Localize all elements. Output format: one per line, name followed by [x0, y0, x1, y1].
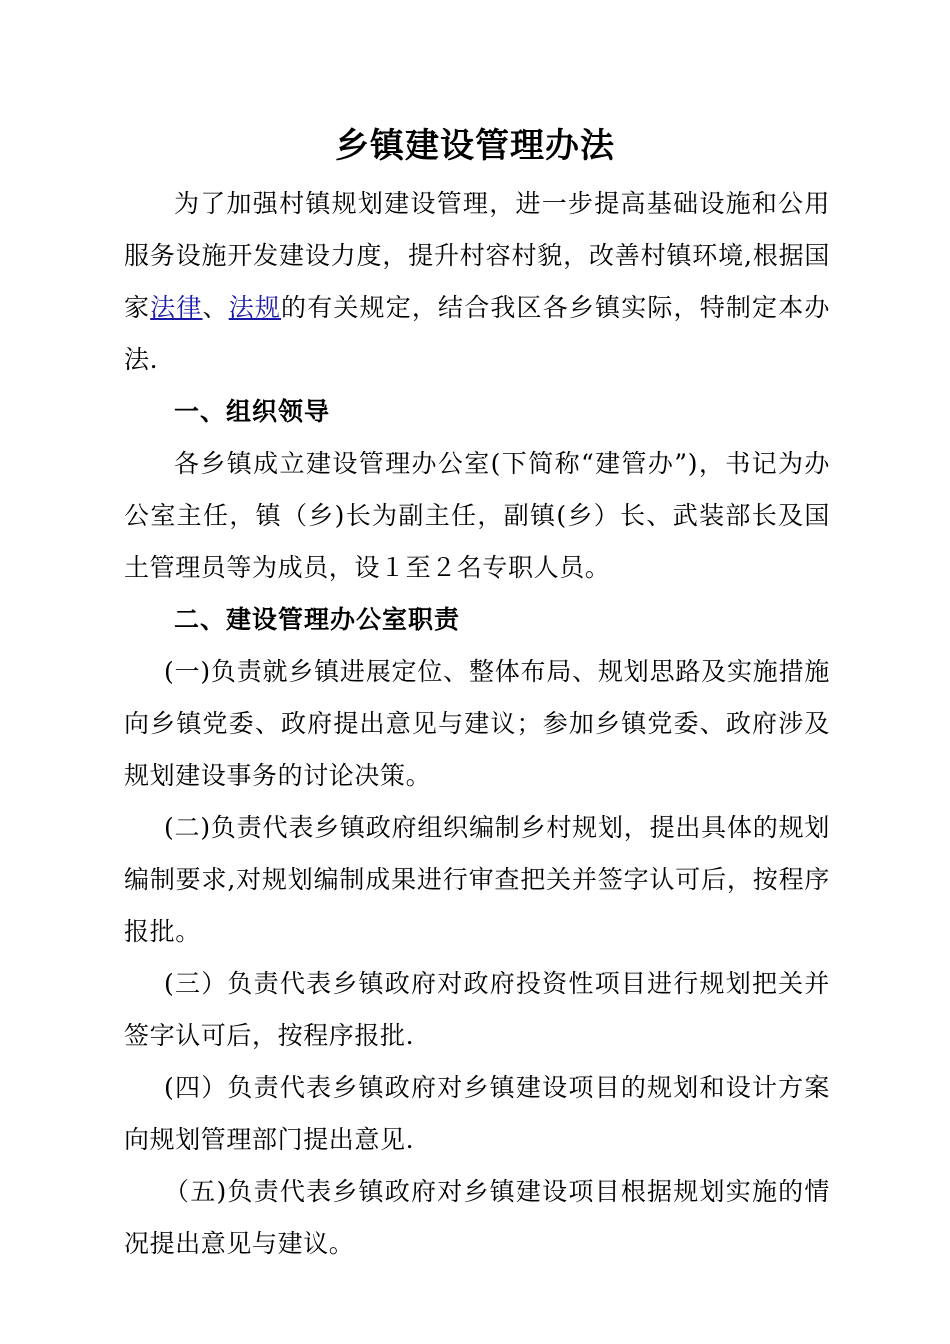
document-title: 乡镇建设管理办法: [335, 126, 615, 166]
intro-text-after: 的有关规定，结合我区各乡镇实际，特制定本办法.: [124, 293, 830, 374]
duty-item-2: (二)负责代表乡镇政府组织编制乡村规划，提出具体的规划编制要求,对规划编制成果进行审查把关并签字认可后，按程序报批。: [124, 813, 830, 946]
document-body: [124, 178, 830, 1270]
duty-item-5: （五)负责代表乡镇政府对乡镇建设项目根据规划实施的情况提出意见与建议。: [124, 1177, 830, 1258]
law-link[interactable]: 法律: [150, 293, 203, 322]
section-body-organization: 各乡镇成立建设管理办公室(下简称“建管办”)，书记为办公室主任，镇（乡)长为副主任，副镇(乡）长、武装部长及国土管理员等为成员，设１至２名专职人员。: [124, 449, 830, 582]
duty-item-4: (四）负责代表乡镇政府对乡镇建设项目的规划和设计方案向规划管理部门提出意见.: [124, 1073, 830, 1154]
section-heading-duties: 二、建设管理办公室职责: [174, 605, 461, 634]
intro-text-before: 为了加强村镇规划建设管理，进一步提高基础设施和公用服务设施开发建设力度，提升村容村貌，改善村镇环境,根据国家: [124, 189, 830, 322]
duty-item-1: (一)负责就乡镇进展定位、整体布局、规划思路及实施措施向乡镇党委、政府提出意见与建议；参加乡镇党委、政府涉及规划建设事务的讨论决策。: [124, 657, 830, 790]
intro-paragraph: [124, 178, 830, 386]
duty-item-3: (三）负责代表乡镇政府对政府投资性项目进行规划把关并签字认可后，按程序报批.: [124, 969, 830, 1050]
regulation-link[interactable]: 法规: [228, 293, 282, 322]
intro-separator: 、: [202, 293, 229, 322]
section-heading-organization: 一、组织领导: [174, 397, 331, 426]
